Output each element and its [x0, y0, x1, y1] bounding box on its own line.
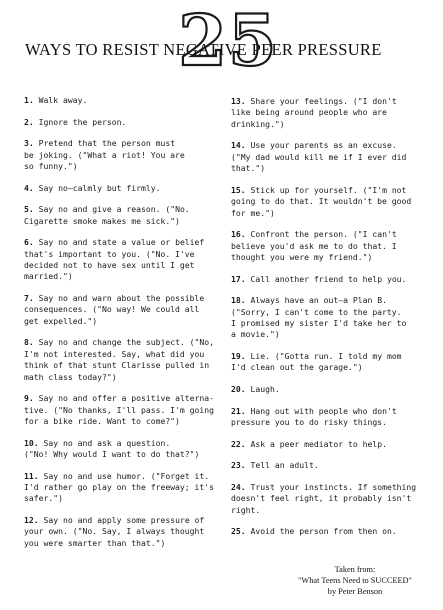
- list-item: 21. Hang out with people who don't pressure you to do risky things.: [231, 405, 397, 428]
- list-item: 13. Share your feelings. ("I don't like being around people who are drinking."): [231, 96, 397, 129]
- list-item: 15. Stick up for yourself. ("I'm not going to do that. It wouldn't be good for me."): [231, 184, 412, 218]
- list-item: 23. Tell an adult.: [231, 460, 319, 471]
- left-column: [24, 95, 224, 559]
- right-column: [231, 96, 431, 548]
- list-item: 8. Say no and change the subject. ("No, I'm not interested. Say, what did you think of that stunt Clarisse pulled in math class today?"): [24, 337, 215, 382]
- list-item: 6. Say no and state a value or belief that's important to you. ("No. I've decided not to have sex until I get married."): [24, 237, 205, 282]
- source-credit: [285, 564, 425, 597]
- list-item: 24. Trust your instincts. If something doesn't feel right, it probably isn't right.: [231, 481, 417, 515]
- list-item: 22. Ask a peer mediator to help.: [231, 438, 387, 449]
- list-item: 14. Use your parents as an excuse. ("My dad would kill me if I ever did that."): [231, 140, 407, 174]
- list-item: 5. Say no and give a reason. ("No. Cigarette smoke makes me sick."): [24, 204, 190, 226]
- list-item: 11. Say no and use humor. ("Forget it. I'd rather go play on the freeway; it's safer."): [24, 470, 215, 504]
- list-item: 2. Ignore the person.: [24, 116, 127, 127]
- list-item: 7. Say no and warn about the possible consequences. ("No way! We could all get expelled."): [24, 293, 205, 326]
- credit-line-2: "What Teens Need to SUCCEED": [298, 576, 412, 585]
- list-item: 18. Always have an out—a Plan B. ("Sorry, I can't come to the party. I promised my sister I'd take her to a movie."): [231, 295, 407, 340]
- list-item: 4. Say no—calmly but firmly.: [24, 182, 161, 193]
- list-item: 20. Laugh.: [231, 384, 280, 395]
- list-item: 9. Say no and offer a positive alterna- tive. ("No thanks, I'll pass. I'm going for a bike ride. Want to come?"): [24, 393, 215, 427]
- credit-line-3: by Peter Benson: [327, 587, 383, 596]
- credit-line-1: Taken from:: [334, 565, 376, 574]
- list-item: 10. Say no and ask a question. ("No! Why would I want to do that?"): [24, 437, 200, 460]
- list-item: 3. Pretend that the person must be joking. ("What a riot! You are so funny."): [24, 138, 185, 171]
- list-item: 1. Walk away.: [24, 95, 88, 105]
- list-item: 17. Call another friend to help you.: [231, 273, 407, 284]
- big-number-25: 25: [178, 0, 278, 82]
- list-item: 19. Lie. ("Gotta run. I told my mom I'd clean out the garage."): [231, 351, 402, 373]
- page-title: WAYS TO RESIST NEGATIVE PEER PRESSURE: [25, 40, 382, 59]
- list-item: 12. Say no and apply some pressure of your own. ("No. Say, I always thought you were smarter than that."): [24, 515, 205, 548]
- list-item: 25. Avoid the person from then on.: [231, 526, 397, 537]
- list-item: 16. Confront the person. ("I can't believe you'd ask me to do that. I thought you were my friend."): [231, 229, 397, 263]
